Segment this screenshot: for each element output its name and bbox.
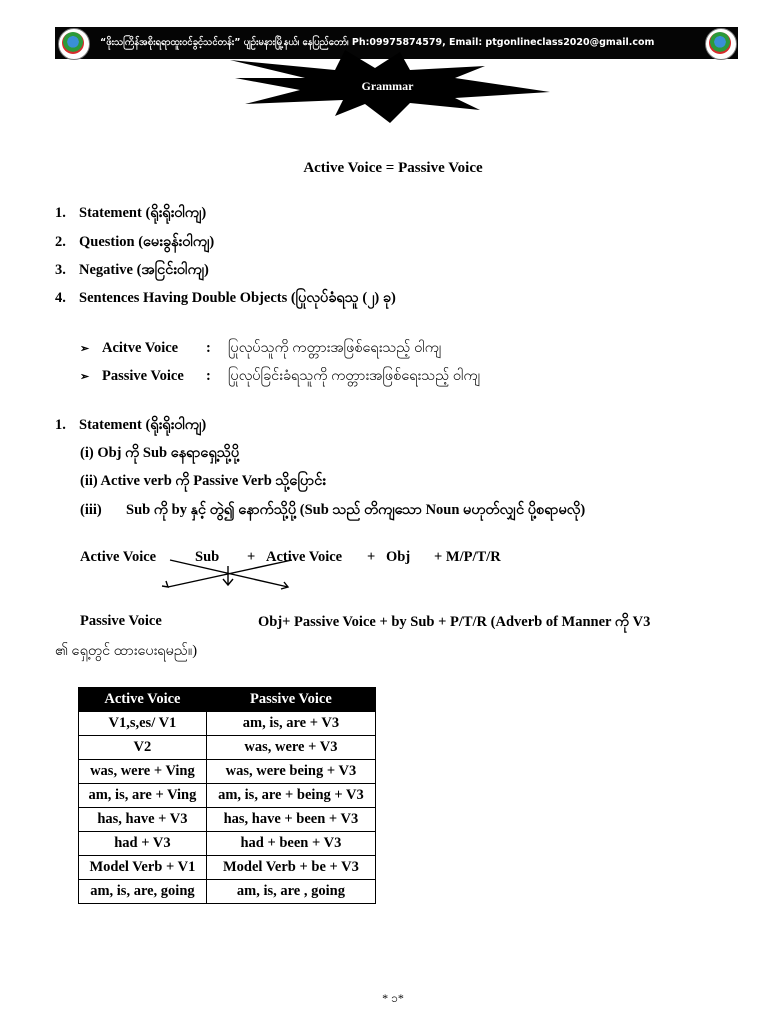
table-row [79, 832, 376, 856]
page-title: Active Voice = Passive Voice [303, 160, 483, 176]
table-cell: Model Verb + be + V3 [206, 856, 375, 880]
table-cell: has, have + V3 [79, 808, 207, 832]
table-row [79, 880, 376, 904]
table-header-row [79, 688, 376, 712]
formula-plus: + [247, 549, 256, 565]
column-header: Active Voice [79, 688, 207, 712]
voice-conversion-table [78, 687, 376, 904]
swap-arrows-icon [160, 558, 300, 594]
table-cell: am, is, are, going [79, 880, 207, 904]
list-item: 1. Statement (ရိုးရိုးဝါကျ) [55, 205, 207, 221]
formula-verb: Active Voice [266, 549, 343, 565]
table-row [79, 736, 376, 760]
column-header: Passive Voice [206, 688, 375, 712]
badge-label: Grammar [361, 79, 414, 93]
formula-sub: Sub [195, 549, 220, 565]
table-row [79, 712, 376, 736]
definition-passive: ➢ Passive Voice : ပြုလုပ်ခြင်းခံရသူကို ကတ္တားအဖြစ်ရေးသည့် ဝါကျ [80, 368, 481, 384]
list-item: 4. Sentences Having Double Objects (ပြုလုပ်ခံရသူ (၂) ခု) [55, 290, 396, 306]
step-item: (iii) Sub ကို by နှင့် တွဲ၍ နောက်သို့ပို့ (Sub သည် တိကျသော Noun မဟုတ်လျှင် ပို့စရာမလို) [80, 502, 586, 518]
arrow-bullet-icon: ➢ [80, 371, 90, 383]
formula-tail: + M/P/T/R [434, 549, 501, 565]
table-cell: am, is, are + Ving [79, 784, 207, 808]
section-heading: 1. Statement (ရိုးရိုးဝါကျ) [55, 417, 207, 433]
table-cell: Model Verb + V1 [79, 856, 207, 880]
list-item: 2. Question (မေးခွန်းဝါကျ) [55, 234, 215, 250]
list-item: 3. Negative (အငြင်းဝါကျ) [55, 262, 209, 278]
table-cell: am, is, are + V3 [206, 712, 375, 736]
table-cell: V1,s,es/ V1 [79, 712, 207, 736]
formula-obj: Obj [386, 549, 411, 565]
step-item: (ii) Active verb ကို Passive Verb သို့ပြောင်း [80, 473, 326, 489]
table-row [79, 784, 376, 808]
page-number: * ၁* [382, 991, 404, 1005]
formula-passive-label: Passive Voice [80, 613, 162, 629]
formula-active-label: Active Voice [80, 549, 157, 565]
table-cell: had + been + V3 [206, 832, 375, 856]
definition-active: ➢ Acitve Voice : ပြုလုပ်သူကို ကတ္တားအဖြစ်ရေးသည့် ဝါကျ [80, 340, 442, 356]
step-item: (i) Obj ကို Sub နေရာရှေ့သို့ပို့ [80, 445, 240, 461]
table-cell: was, were + Ving [79, 760, 207, 784]
table-cell: has, have + been + V3 [206, 808, 375, 832]
table-row [79, 760, 376, 784]
table-cell: am, is, are , going [206, 880, 375, 904]
table-cell: was, were being + V3 [206, 760, 375, 784]
formula-plus: + [367, 549, 376, 565]
formula-passive-text: Obj+ Passive Voice + by Sub + P/T/R (Adverb of Manner ကို V3 [258, 614, 651, 630]
table-cell: was, were + V3 [206, 736, 375, 760]
header-text: “ဖိုးသကြိန်အစိုးရရာထူးဝင်ခွင့်သင်တန်း” ပျဉ်းမနားမြို့နယ်၊ နေပြည်တော်၊ Ph:09975874579, Email: ptgonlineclass2020@gmail.com [100, 37, 655, 48]
school-logo-icon [705, 28, 737, 60]
table-cell: had + V3 [79, 832, 207, 856]
arrow-bullet-icon: ➢ [80, 343, 90, 355]
table-row [79, 856, 376, 880]
table-cell: V2 [79, 736, 207, 760]
school-logo-icon [58, 28, 90, 60]
table-cell: am, is, are + being + V3 [206, 784, 375, 808]
table-row [79, 808, 376, 832]
formula-passive-cont: ၏ ရှေ့တွင် ထားပေးရမည်။) [55, 643, 198, 659]
